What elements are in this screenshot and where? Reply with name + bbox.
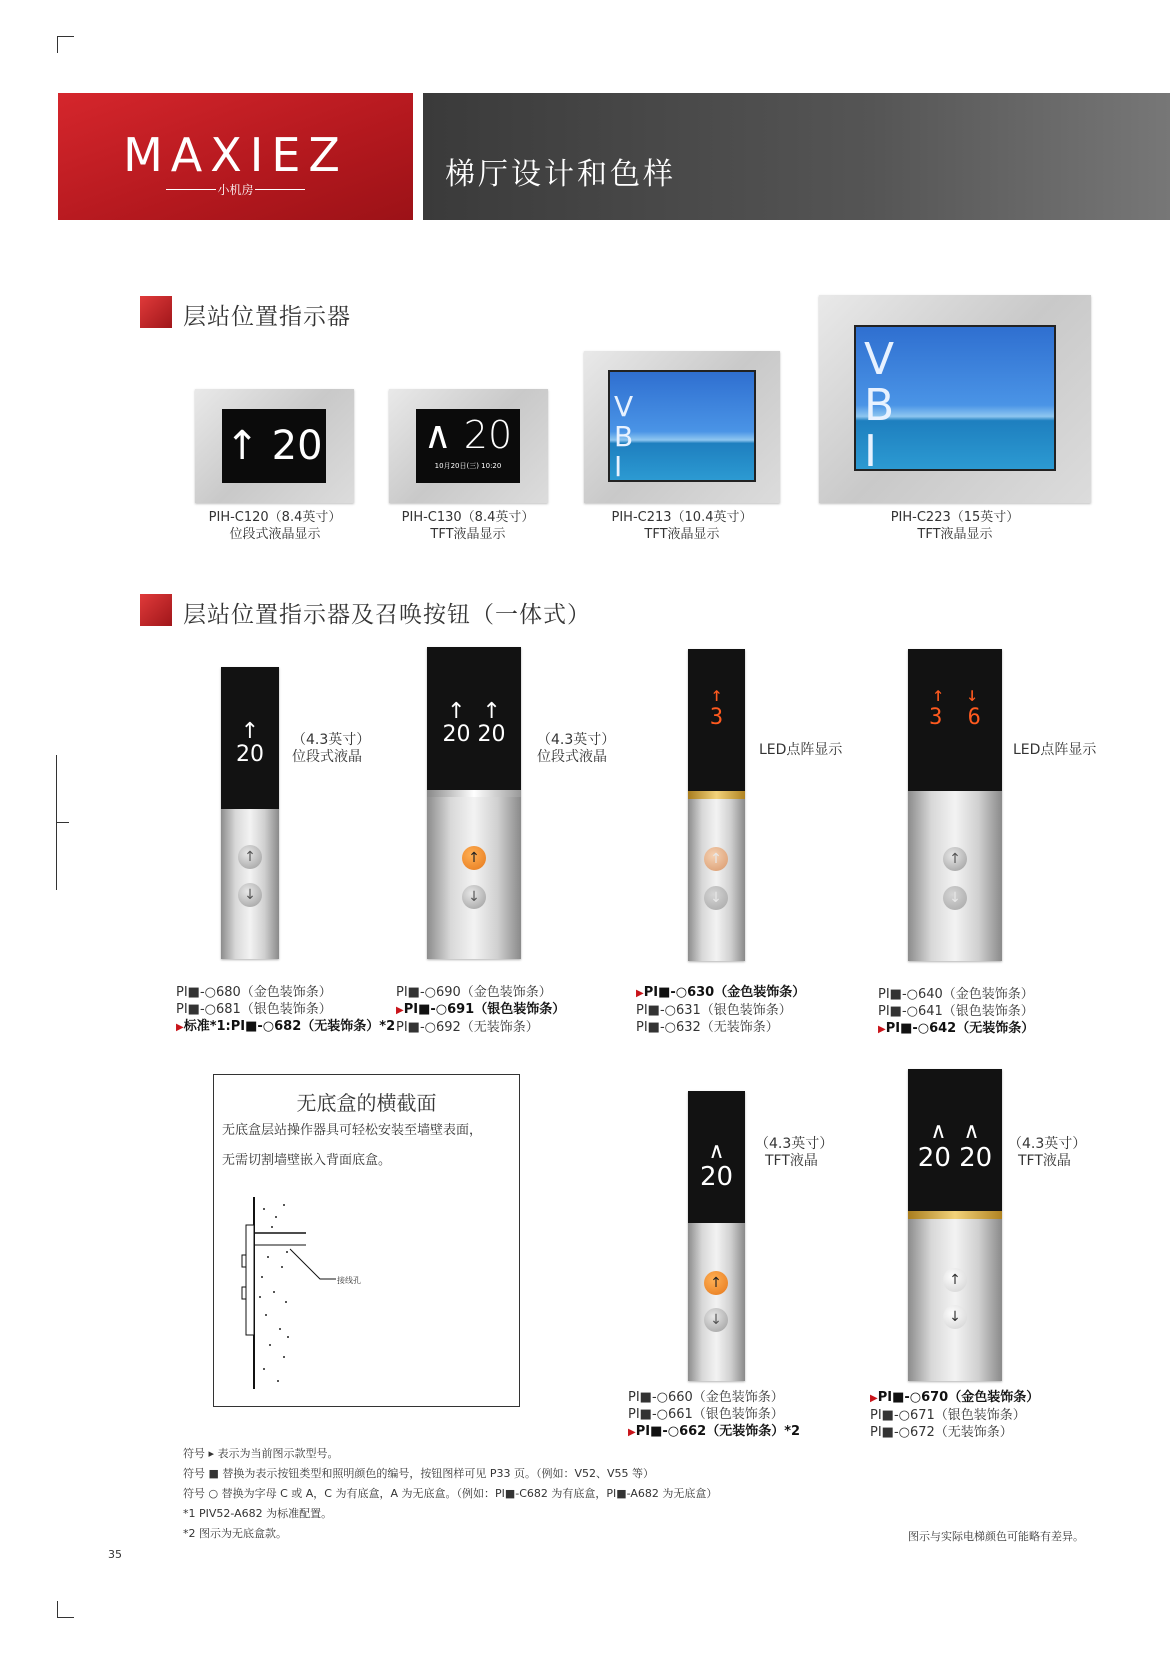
section-title-indicator: 层站位置指示器 (183, 304, 351, 330)
segment-display: ↑ 20 (222, 409, 326, 483)
cross-section-text-2: 无需切割墙壁嵌入背面底盒。 (222, 1153, 392, 1168)
list-item: PI■-○640（金色装饰条） (878, 987, 1034, 1002)
gold-trim (688, 791, 745, 799)
down-call-button[interactable]: ↓ (943, 1305, 967, 1329)
tft-display: ∧ 20 10月20日(三) 10:20 (416, 409, 520, 483)
current-model-mark: ▶ (396, 1005, 404, 1016)
model-list-660 (628, 1389, 800, 1441)
current-model-mark: ▶ (636, 988, 644, 999)
caption-pih-c130 (368, 509, 568, 543)
model-list-680 (176, 984, 395, 1036)
registration-tick (56, 822, 69, 823)
logo-divider-right (255, 189, 305, 190)
list-item: PI■-○660（金色装饰条） (628, 1390, 784, 1405)
hall-panel-660 (688, 1091, 745, 1381)
list-item: ▶PI■-○630（金色装饰条） (636, 985, 806, 1000)
title-banner (423, 93, 1170, 220)
page-number: 35 (108, 1548, 122, 1561)
up-call-button[interactable]: ↑ (704, 847, 728, 871)
model-name: PIH-C213（10.4英寸） (611, 510, 753, 525)
silver-trim (427, 790, 521, 797)
hall-panel-640 (908, 649, 1002, 961)
model-name: PIH-C223（15英寸） (890, 510, 1020, 525)
list-item: PI■-○690（金色装饰条） (396, 985, 552, 1000)
down-call-button[interactable]: ↓ (704, 1308, 728, 1332)
up-call-button[interactable]: ↑ (943, 1268, 967, 1292)
list-item: PI■-○692（无装饰条） (396, 1020, 539, 1035)
section-marker (140, 296, 172, 328)
cross-section-text-1: 无底盒层站操作器具可轻松安装至墙壁表面， (222, 1123, 483, 1138)
panel-display: ∧ ∧ 20 20 (908, 1069, 1002, 1211)
footnote-2: 符号 ■ 替换为表示按钮类型和照明颜色的编号，按钮图样可见 P33 页。（例如：V52、V55 等） (183, 1467, 655, 1480)
model-list-690 (396, 984, 565, 1036)
list-item: ▶PI■-○662（无装饰条）*2 (628, 1424, 801, 1439)
list-item: ▶标准*1:PI■-○682（无装饰条）*2 (176, 1019, 396, 1034)
panel-note-660: （4.3英寸） TFT液晶 (755, 1136, 834, 1169)
up-call-button[interactable]: ↑ (462, 846, 486, 870)
up-call-button[interactable]: ↑ (238, 845, 262, 869)
caption-pih-c213 (582, 509, 782, 543)
page-title: 梯厅设计和色样 (445, 157, 676, 192)
model-list-670 (870, 1389, 1039, 1441)
panel-display: ↑ 3 (688, 649, 745, 791)
indicator-pih-c223 (819, 295, 1091, 503)
hall-panel-670 (908, 1069, 1002, 1381)
caption-pih-c120 (175, 509, 375, 543)
list-item: ▶PI■-○642（无装饰条） (878, 1021, 1035, 1036)
section-title-integrated: 层站位置指示器及召唤按钮（一体式） (183, 602, 591, 628)
list-item: PI■-○631（银色装饰条） (636, 1003, 792, 1018)
current-model-mark: ▶ (628, 1427, 636, 1438)
indicator-pih-c130 (389, 389, 548, 503)
footnote-3: 符号 ○ 替换为字母 C 或 A，C 为有底盒，A 为无底盒。（例如：PI■-C682 为有底盒，PI■-A682 为无底盒） (183, 1487, 718, 1500)
down-call-button[interactable]: ↓ (704, 886, 728, 910)
panel-note-670: （4.3英寸） TFT液晶 (1008, 1136, 1087, 1169)
panel-display: ∧ 20 (688, 1091, 745, 1223)
brand-banner (58, 93, 413, 220)
hall-panel-680 (221, 667, 279, 959)
list-item: PI■-○661（银色装饰条） (628, 1407, 784, 1422)
footnote-1: 符号 ▸ 表示为当前图示款型号。 (183, 1447, 339, 1460)
model-desc: TFT液晶显示 (644, 527, 720, 542)
brand-logo-sub: 小机房 (217, 183, 254, 197)
indicator-pih-c120 (195, 389, 354, 503)
footnote-4: *1 PIV52-A682 为标准配置。 (183, 1507, 333, 1520)
tft-display-large: V B I (854, 325, 1056, 471)
list-item: PI■-○671（银色装饰条） (870, 1408, 1026, 1423)
model-desc: TFT液晶显示 (917, 527, 993, 542)
panel-note-630: LED点阵显示 (759, 742, 843, 758)
footnote-5: *2 图示为无底盒款。 (183, 1527, 287, 1540)
current-model-mark: ▶ (176, 1022, 184, 1033)
model-desc: 位段式液晶显示 (229, 527, 321, 542)
indicator-pih-c213 (584, 351, 780, 503)
list-item: PI■-○680（金色装饰条） (176, 985, 332, 1000)
caption-pih-c223 (855, 509, 1055, 543)
model-name: PIH-C130（8.4英寸） (401, 510, 535, 525)
tft-display-landscape: V B I (608, 370, 756, 482)
crop-mark-bottom-left (57, 1601, 74, 1618)
down-call-button[interactable]: ↓ (238, 883, 262, 907)
model-list-640 (878, 986, 1034, 1038)
cross-section-box (213, 1074, 520, 1407)
brand-logo: MAXIEZ (123, 128, 348, 182)
down-call-button[interactable]: ↓ (462, 885, 486, 909)
panel-note-640: LED点阵显示 (1013, 742, 1097, 758)
panel-note-680: （4.3英寸） 位段式液晶 (292, 732, 371, 765)
list-item: ▶PI■-○670（金色装饰条） (870, 1390, 1040, 1405)
list-item: PI■-○672（无装饰条） (870, 1425, 1013, 1440)
list-item: PI■-○641（银色装饰条） (878, 1004, 1034, 1019)
list-item: ▶PI■-○691（银色装饰条） (396, 1002, 566, 1017)
model-list-630 (636, 984, 805, 1036)
panel-display: ↑ ↑ 20 20 (427, 647, 521, 790)
model-name: PIH-C120（8.4英寸） (208, 510, 342, 525)
up-call-button[interactable]: ↑ (943, 847, 967, 871)
up-call-button[interactable]: ↑ (704, 1271, 728, 1295)
crop-mark-top-left (57, 36, 74, 53)
panel-display: ↑ 20 (221, 667, 279, 809)
model-desc: TFT液晶显示 (430, 527, 506, 542)
panel-note-690: （4.3英寸） 位段式液晶 (537, 732, 616, 765)
down-call-button[interactable]: ↓ (943, 886, 967, 910)
hall-panel-630 (688, 649, 745, 961)
list-item: PI■-○681（银色装饰条） (176, 1002, 332, 1017)
color-disclaimer: 图示与实际电梯颜色可能略有差异。 (908, 1530, 1084, 1543)
list-item: PI■-○632（无装饰条） (636, 1020, 779, 1035)
cross-section-drawing (224, 1197, 394, 1397)
cross-section-title: 无底盒的横截面 (296, 1091, 437, 1115)
hall-panel-690 (427, 647, 521, 959)
current-model-mark: ▶ (870, 1393, 878, 1404)
current-model-mark: ▶ (878, 1024, 886, 1035)
panel-display: ↑ ↓ 3 6 (908, 649, 1002, 791)
section-marker (140, 594, 172, 626)
wiring-hole-label: 接线孔 (337, 1276, 361, 1285)
gold-trim (908, 1211, 1002, 1219)
